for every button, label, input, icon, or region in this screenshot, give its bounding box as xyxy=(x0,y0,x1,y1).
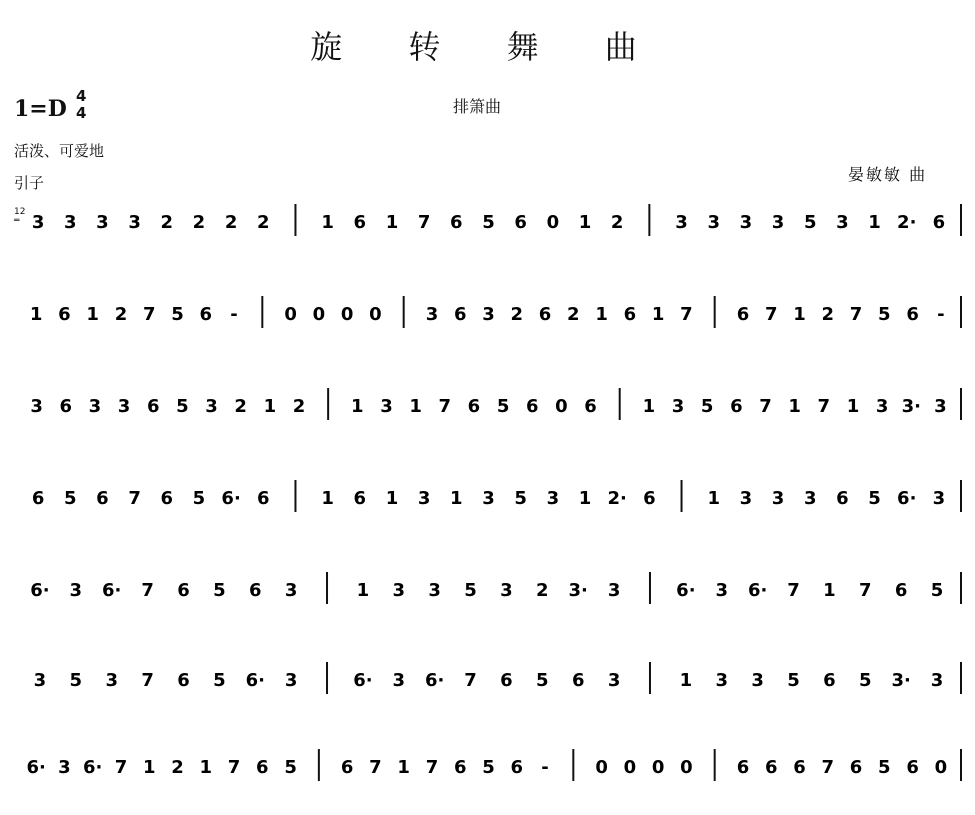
note: 6 xyxy=(96,488,109,509)
instrument-label: 排箫曲 xyxy=(453,97,502,116)
note: 3 xyxy=(934,396,947,417)
note: 3 xyxy=(31,212,45,233)
note: 1 xyxy=(409,396,422,417)
note: 7 xyxy=(369,757,382,778)
note: - xyxy=(230,304,238,325)
pitch-mark: 12 ═ xyxy=(14,207,26,226)
note: 1 xyxy=(450,488,463,509)
note: 3 xyxy=(380,396,393,417)
note: 3 xyxy=(96,212,109,233)
note: 6 xyxy=(58,304,71,325)
note: 6 xyxy=(836,488,849,509)
note: 6 xyxy=(59,396,72,417)
note: 3 xyxy=(771,488,785,509)
score-title: 旋 转 舞 曲 xyxy=(310,28,665,66)
note: 2 xyxy=(160,212,174,233)
note: 6 xyxy=(248,580,262,601)
note: 3 xyxy=(607,670,621,691)
note: 3 xyxy=(739,488,753,509)
note: 6 xyxy=(340,757,354,778)
note: 5 xyxy=(482,757,495,778)
note: 7 xyxy=(759,396,772,417)
note: 3 xyxy=(930,670,944,691)
note: 1 xyxy=(356,580,370,601)
note: 6 xyxy=(730,396,743,417)
note: 0 xyxy=(340,304,354,325)
note: 3 xyxy=(284,580,298,601)
note: 6 xyxy=(450,212,463,233)
composer-credit: 晏敏敏 曲 xyxy=(848,165,928,184)
section-label: 引子 xyxy=(14,174,45,192)
note: 3 xyxy=(425,304,439,325)
note: 1 xyxy=(263,396,277,417)
note: 6 xyxy=(823,670,836,691)
note: 7 xyxy=(417,212,431,233)
note: 3 xyxy=(607,580,621,601)
note: 1 xyxy=(142,757,156,778)
note: 6 xyxy=(453,757,467,778)
note: 0 xyxy=(651,757,665,778)
note: 6 xyxy=(199,304,213,325)
note: 6 xyxy=(256,757,269,778)
note: 3· xyxy=(901,396,921,417)
note: 5 xyxy=(514,488,527,509)
note: 6· xyxy=(221,488,241,509)
note: 2 xyxy=(114,304,128,325)
note: 1 xyxy=(679,670,693,691)
note: 5 xyxy=(859,670,872,691)
note: 3 xyxy=(58,757,71,778)
note: 6 xyxy=(793,757,806,778)
note: 6 xyxy=(510,757,524,778)
note: 6 xyxy=(894,580,908,601)
note: 6· xyxy=(676,580,696,601)
note: 3 xyxy=(284,670,298,691)
note: 6· xyxy=(424,670,445,691)
note: 6· xyxy=(897,488,917,509)
note: 6· xyxy=(82,757,103,778)
note: 6 xyxy=(643,488,656,509)
note: 3 xyxy=(500,580,513,601)
note: 1 xyxy=(578,488,592,509)
note: 6 xyxy=(736,757,750,778)
note: 6· xyxy=(245,670,265,691)
note: 7 xyxy=(849,304,863,325)
note: 0 xyxy=(680,757,693,778)
note: 6 xyxy=(906,304,919,325)
note: 6· xyxy=(30,580,50,601)
note: 3 xyxy=(117,396,131,417)
note: 5 xyxy=(284,757,297,778)
note: 3 xyxy=(428,580,441,601)
note: 0 xyxy=(623,757,637,778)
note: 3 xyxy=(88,396,102,417)
note: 5 xyxy=(878,304,891,325)
note: 6 xyxy=(500,670,513,691)
note: 5 xyxy=(787,670,800,691)
note: 6 xyxy=(525,396,539,417)
note: 5 xyxy=(930,580,944,601)
time-signature-bottom: 4 xyxy=(76,104,87,122)
note: 5 xyxy=(482,212,495,233)
note: 7 xyxy=(764,304,778,325)
note: 0 xyxy=(934,757,948,778)
note: 6 xyxy=(514,212,527,233)
note: 7 xyxy=(821,757,835,778)
note: 3 xyxy=(739,212,753,233)
note: 6 xyxy=(736,304,750,325)
note: 0 xyxy=(284,304,297,325)
note: 5 xyxy=(213,670,226,691)
note: 6 xyxy=(146,396,160,417)
note: 1 xyxy=(578,212,592,233)
note: 6 xyxy=(467,396,481,417)
note: 1 xyxy=(707,488,720,509)
note: 3· xyxy=(891,670,911,691)
note: 1 xyxy=(199,757,213,778)
note: 5 xyxy=(192,488,206,509)
note: 3 xyxy=(105,670,118,691)
tempo-marking: 活泼、可爱地 xyxy=(14,142,105,160)
note: 6· xyxy=(353,670,373,691)
note: 6 xyxy=(764,757,778,778)
note: 3 xyxy=(482,488,495,509)
note: 1 xyxy=(385,212,399,233)
note: 6· xyxy=(26,757,46,778)
note: 7 xyxy=(142,304,156,325)
note: 3 xyxy=(392,670,406,691)
note: 2 xyxy=(192,212,206,233)
note: 1 xyxy=(29,304,43,325)
note: 3 xyxy=(482,304,495,325)
note: 3 xyxy=(205,396,218,417)
note: 5 xyxy=(700,396,714,417)
note: 3 xyxy=(932,488,946,509)
note: 5 xyxy=(803,212,817,233)
note: 2 xyxy=(536,580,549,601)
note: 3 xyxy=(392,580,406,601)
note: 6 xyxy=(31,488,45,509)
note: - xyxy=(541,757,549,778)
note: 3 xyxy=(69,580,83,601)
note: 3 xyxy=(63,212,77,233)
note: 6 xyxy=(571,670,585,691)
note: 7 xyxy=(425,757,439,778)
note: 5 xyxy=(69,670,83,691)
note: 6 xyxy=(584,396,597,417)
note: 6 xyxy=(353,488,367,509)
note: 3 xyxy=(707,212,720,233)
note: 3 xyxy=(836,212,849,233)
note: 1 xyxy=(793,304,806,325)
note: 1 xyxy=(321,488,334,509)
note: 6 xyxy=(623,304,637,325)
note: 7 xyxy=(817,396,831,417)
note: 7 xyxy=(141,580,154,601)
note: 6 xyxy=(453,304,467,325)
note: 7 xyxy=(227,757,241,778)
note: 3 xyxy=(715,670,729,691)
note: 2 xyxy=(234,396,247,417)
note: 2· xyxy=(607,488,627,509)
note: 1 xyxy=(595,304,608,325)
note: 5 xyxy=(464,580,477,601)
note: 6 xyxy=(906,757,919,778)
note: 1 xyxy=(642,396,656,417)
note: 1 xyxy=(651,304,665,325)
note: 6 xyxy=(177,580,190,601)
note: 2 xyxy=(821,304,835,325)
note: 5 xyxy=(496,396,510,417)
note: 5 xyxy=(868,488,881,509)
note: 6 xyxy=(160,488,174,509)
note: 1 xyxy=(385,488,399,509)
note: 0 xyxy=(312,304,326,325)
note: 1 xyxy=(788,396,801,417)
note: 6 xyxy=(177,670,190,691)
note: 2 xyxy=(257,212,270,233)
note: 3 xyxy=(128,212,141,233)
note: 7 xyxy=(680,304,693,325)
note: 5 xyxy=(213,580,226,601)
note: 2 xyxy=(510,304,524,325)
note: 2· xyxy=(897,212,917,233)
note: 1 xyxy=(846,396,860,417)
note: 3 xyxy=(715,580,729,601)
note: 3 xyxy=(875,396,889,417)
note: 3 xyxy=(30,396,43,417)
note: 6· xyxy=(747,580,768,601)
note: 0 xyxy=(595,757,608,778)
note: 3 xyxy=(671,396,685,417)
note: 0 xyxy=(546,212,560,233)
note: 3 xyxy=(417,488,431,509)
note: 2 xyxy=(567,304,580,325)
note: 5 xyxy=(536,670,549,691)
note: 0 xyxy=(555,396,568,417)
note: 3· xyxy=(568,580,588,601)
note: 3 xyxy=(803,488,817,509)
note: 1 xyxy=(321,212,334,233)
note: 1 xyxy=(351,396,364,417)
time-signature-top: 4 xyxy=(76,87,87,105)
note: 7 xyxy=(128,488,141,509)
note: 3 xyxy=(33,670,47,691)
note: 2 xyxy=(292,396,306,417)
note: 3 xyxy=(546,488,560,509)
note: 7 xyxy=(787,580,800,601)
note: 6· xyxy=(102,580,122,601)
note: 7 xyxy=(141,670,154,691)
note: 6 xyxy=(538,304,552,325)
note: 7 xyxy=(859,580,872,601)
note: 5 xyxy=(63,488,77,509)
note: - xyxy=(937,304,945,325)
note: 0 xyxy=(369,304,382,325)
note: 1 xyxy=(868,212,881,233)
note: 2 xyxy=(171,757,184,778)
note: 7 xyxy=(438,396,452,417)
key-signature: 1=D xyxy=(14,96,67,122)
note: 6 xyxy=(849,757,863,778)
note: 6 xyxy=(932,212,946,233)
note: 2 xyxy=(610,212,624,233)
note: 1 xyxy=(823,580,836,601)
note: 2 xyxy=(224,212,238,233)
note: 5 xyxy=(878,757,891,778)
note: 3 xyxy=(751,670,764,691)
note: 3 xyxy=(771,212,785,233)
note: 6 xyxy=(257,488,270,509)
note: 7 xyxy=(464,670,477,691)
note: 7 xyxy=(114,757,128,778)
note: 5 xyxy=(171,304,184,325)
note: 6 xyxy=(353,212,367,233)
note: 1 xyxy=(86,304,99,325)
note: 1 xyxy=(397,757,410,778)
note: 5 xyxy=(176,396,189,417)
note: 3 xyxy=(675,212,688,233)
